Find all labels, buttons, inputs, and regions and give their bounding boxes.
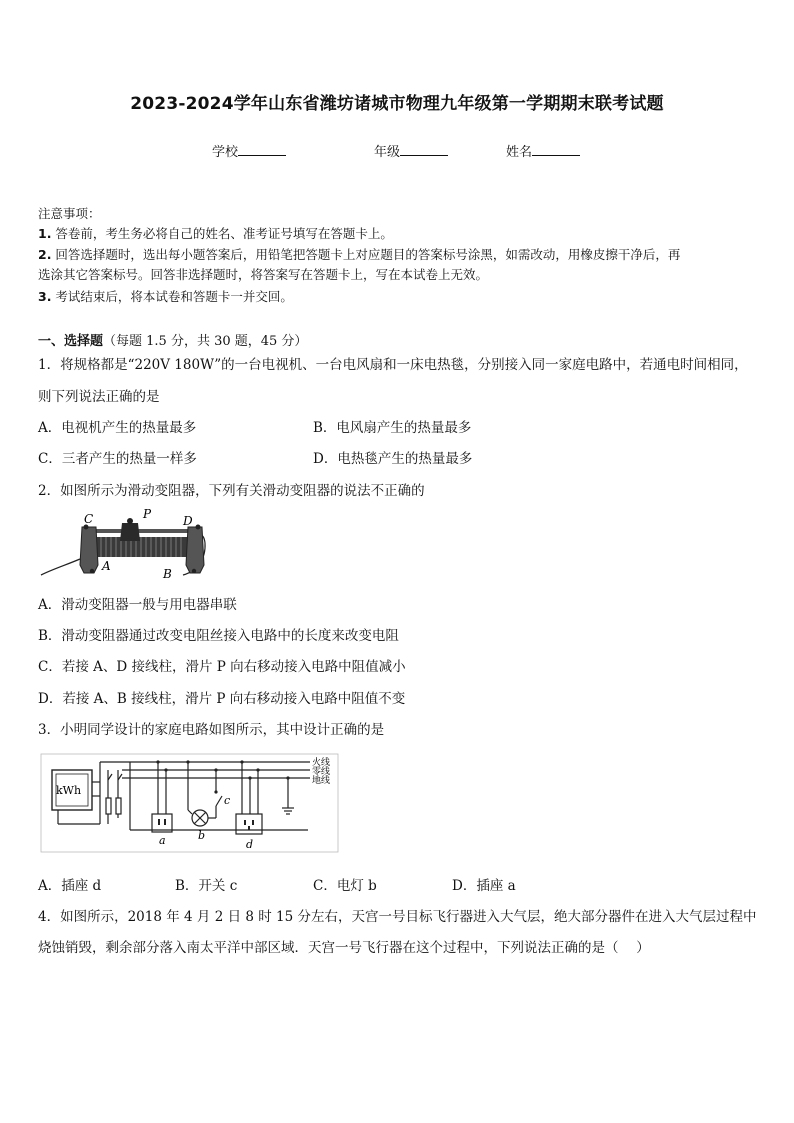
q3-option-a: A．插座 d (38, 878, 102, 894)
section-heading (38, 330, 307, 349)
label-a: a (159, 834, 166, 847)
grade-label: 年级 (374, 145, 401, 160)
q1-option-b: B．电风扇产生的热量最多 (313, 420, 472, 436)
school-blank (238, 143, 286, 156)
label-p: P (143, 507, 152, 521)
section-name: 一、选择题 (38, 334, 104, 349)
circuit-figure (38, 752, 342, 856)
q3-option-b: B．开关 c (175, 878, 238, 894)
q3-stem: 3．小明同学设计的家庭电路如图所示，其中设计正确的是 (38, 722, 385, 738)
name-label: 姓名 (506, 145, 533, 160)
school-label: 学校 (212, 145, 239, 160)
notice-item-2-cont: 选涂其它答案标号。回答非选择题时，将答案写在答题卡上，写在本试卷上无效。 (38, 267, 489, 282)
label-b: B (163, 567, 172, 581)
page-title: 2023-2024学年山东省潍坊诸城市物理九年级第一学期期末联考试题 (130, 94, 664, 114)
name-field (506, 141, 580, 160)
live-wire-label: 火线 (312, 758, 331, 768)
notice-item-1 (38, 224, 393, 242)
notice-num: 3. (38, 289, 52, 304)
notice-text: 答卷前，考生务必将自己的姓名、准考证号填写在答题卡上。 (51, 226, 393, 241)
q1-option-c: C．三者产生的热量一样多 (38, 451, 197, 467)
q1-stem-line1: 1．将规格都是“220V 180W”的一台电视机、一台电风扇和一床电热毯，分别接入同一家庭电路中，若通电时间相同， (38, 357, 748, 373)
meter-label: kWh (56, 784, 82, 797)
label-d: D (183, 514, 193, 528)
name-blank (532, 143, 580, 156)
notice-num: 1. (38, 226, 52, 241)
notice-item-2 (38, 245, 680, 263)
q2-option-b: B．滑动变阻器通过改变电阻丝接入电路中的长度来改变电阻 (38, 628, 399, 644)
grade-blank (400, 143, 448, 156)
notice-text: 回答选择题时，选出每小题答案后，用铅笔把答题卡上对应题目的答案标号涂黑，如需改动，用橡皮擦干净后，再 (51, 247, 681, 262)
label-d: d (246, 838, 254, 851)
q2-stem: 2．如图所示为滑动变阻器，下列有关滑动变阻器的说法不正确的 (38, 483, 425, 499)
q2-option-d: D．若接 A、B 接线柱，滑片 P 向右移动接入电路中阻值不变 (38, 691, 406, 707)
rheostat-figure (38, 503, 208, 583)
q1-stem-line2: 则下列说法正确的是 (38, 389, 160, 405)
notice-num: 2. (38, 247, 52, 262)
neutral-wire-label: 零线 (312, 767, 331, 777)
label-c: C (84, 512, 94, 526)
label-c: c (224, 794, 231, 807)
q4-stem-line2: 烧蚀销毁，剩余部分落入南太平洋中部区域．天宫一号飞行器在这个过程中，下列说法正确的是（ ） (38, 940, 650, 956)
section-detail: （每题 1.5 分，共 30 题，45 分） (103, 334, 308, 349)
q1-option-d: D．电热毯产生的热量最多 (313, 451, 473, 467)
q2-option-a: A．滑动变阻器一般与用电器串联 (38, 597, 237, 613)
q3-option-c: C．电灯 b (313, 878, 377, 894)
notice-item-3 (38, 287, 293, 305)
school-field (212, 141, 286, 160)
q3-option-d: D．插座 a (452, 878, 516, 894)
notice-text: 考试结束后，将本试卷和答题卡一并交回。 (51, 289, 293, 304)
grade-field (374, 141, 448, 160)
q2-option-c: C．若接 A、D 接线柱，滑片 P 向右移动接入电路中阻值减小 (38, 659, 406, 675)
ground-wire-label: 地线 (312, 776, 331, 786)
q1-option-a: A．电视机产生的热量最多 (38, 420, 197, 436)
label-b: b (198, 829, 206, 842)
q4-stem-line1: 4．如图所示，2018 年 4 月 2 日 8 时 15 分左右，天宫一号目标飞行器进入大气层，绝大部分器件在进入大气层过程中 (38, 909, 757, 925)
label-a: A (102, 559, 111, 573)
notice-heading: 注意事项： (38, 206, 101, 221)
